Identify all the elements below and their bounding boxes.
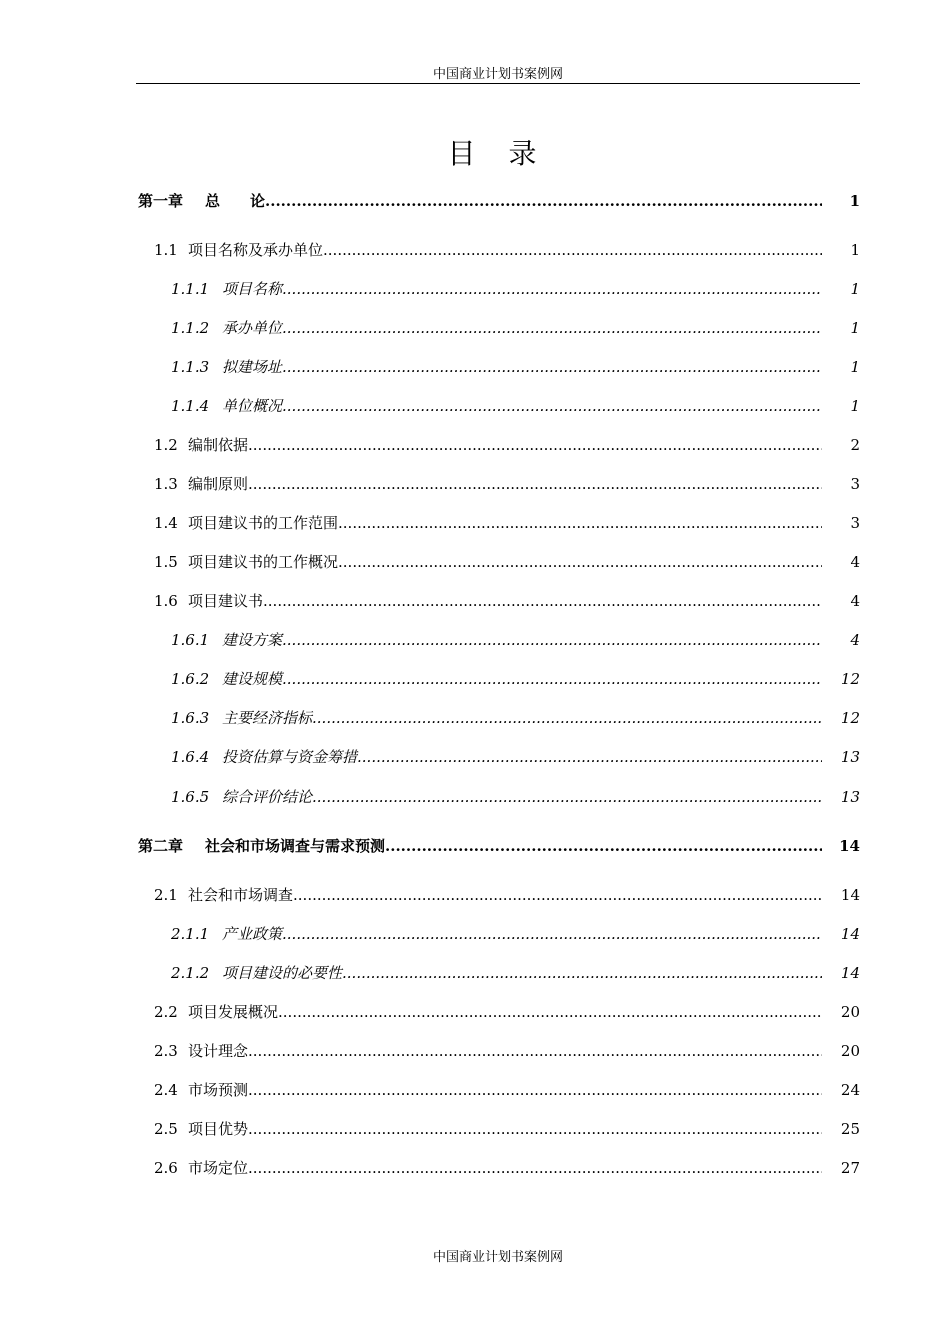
toc-page-number: 1 — [850, 397, 860, 415]
toc-page-number: 20 — [840, 1003, 860, 1021]
toc-leader-dots — [338, 551, 822, 573]
page-footer: 中国商业计划书案例网 — [432, 1250, 563, 1265]
toc-entry-title: 投资估算与资金筹措 — [222, 748, 358, 766]
toc-page-number: 25 — [840, 1120, 860, 1138]
toc-entry[interactable] — [138, 786, 860, 808]
toc-entry[interactable] — [138, 395, 860, 417]
toc-entry-number: 1.1 — [154, 241, 178, 259]
toc-entry-title: 单位概况 — [222, 397, 283, 415]
toc-page-number: 27 — [840, 1159, 860, 1177]
toc-entry[interactable] — [138, 473, 860, 495]
toc-entry[interactable] — [138, 434, 860, 456]
toc-entry-number: 1.1.1 — [171, 280, 210, 298]
toc-entry-title: 项目建议书 — [188, 592, 264, 610]
toc-entry-title: 综合评价结论 — [222, 788, 313, 806]
toc-leader-dots — [293, 884, 822, 906]
toc-entry-title: 设计理念 — [188, 1042, 249, 1060]
toc-leader-dots — [312, 786, 822, 808]
toc-leader-dots — [248, 1157, 822, 1179]
toc-entry-title: 项目建议书的工作范围 — [188, 514, 339, 532]
toc-leader-dots — [282, 923, 822, 945]
toc-entry[interactable] — [138, 1040, 860, 1062]
page-title: 目 录 — [447, 137, 549, 170]
toc-entry-number: 2.5 — [154, 1120, 178, 1138]
toc-entry-number: 2.2 — [154, 1003, 178, 1021]
toc-entry-title: 项目建议书的工作概况 — [188, 553, 339, 571]
toc-entry-number: 1.1.4 — [171, 397, 210, 415]
toc-entry-title: 市场定位 — [188, 1159, 249, 1177]
header-divider — [136, 83, 860, 84]
toc-entry-number: 第一章 — [138, 192, 184, 210]
page-header: 中国商业计划书案例网 — [432, 67, 563, 82]
toc-entry-number: 2.1 — [154, 886, 178, 904]
toc-page-number: 12 — [840, 709, 860, 727]
toc-entry-title: 项目建设的必要性 — [222, 964, 343, 982]
toc-chapter-entry[interactable] — [138, 835, 860, 857]
toc-page-number: 1 — [850, 241, 860, 259]
toc-entry[interactable] — [138, 512, 860, 534]
toc-page-number: 2 — [850, 436, 860, 454]
toc-entry-number: 1.6.1 — [171, 631, 210, 649]
toc-entry[interactable] — [138, 278, 860, 300]
toc-entry-title: 项目名称及承办单位 — [188, 241, 324, 259]
toc-entry-title: 承办单位 — [222, 319, 283, 337]
toc-entry-title: 项目发展概况 — [188, 1003, 279, 1021]
toc-entry-number: 1.3 — [154, 475, 178, 493]
toc-leader-dots — [248, 1040, 822, 1062]
toc-entry[interactable] — [138, 923, 860, 945]
toc-leader-dots — [278, 1001, 822, 1023]
toc-page-number: 20 — [840, 1042, 860, 1060]
toc-entry[interactable] — [138, 962, 860, 984]
toc-entry-number: 2.4 — [154, 1081, 178, 1099]
toc-entry-title: 编制依据 — [188, 436, 249, 454]
toc-entry-number: 2.3 — [154, 1042, 178, 1060]
toc-entry-number: 2.6 — [154, 1159, 178, 1177]
toc-leader-dots — [282, 668, 822, 690]
toc-leader-dots — [282, 629, 822, 651]
toc-leader-dots — [338, 512, 822, 534]
toc-leader-dots — [265, 190, 822, 212]
toc-leader-dots — [282, 278, 822, 300]
toc-entry-number: 1.5 — [154, 553, 178, 571]
toc-entry-title: 社会和市场调查与需求预测 — [205, 837, 386, 855]
toc-leader-dots — [263, 590, 822, 612]
toc-entry-title: 主要经济指标 — [222, 709, 313, 727]
toc-entry[interactable] — [138, 629, 860, 651]
toc-entry-number: 1.6.2 — [171, 670, 210, 688]
toc-leader-dots — [282, 356, 822, 378]
toc-entry-title: 项目优势 — [188, 1120, 249, 1138]
toc-entry[interactable] — [138, 1118, 860, 1140]
toc-page-number: 4 — [850, 592, 860, 610]
toc-entry[interactable] — [138, 1079, 860, 1101]
toc-entry-number: 2.1.1 — [171, 925, 210, 943]
toc-entry[interactable] — [138, 746, 860, 768]
toc-entry-number: 1.1.2 — [171, 319, 210, 337]
toc-entry[interactable] — [138, 239, 860, 261]
toc-page-number: 1 — [849, 192, 860, 210]
toc-entry[interactable] — [138, 356, 860, 378]
toc-entry-number: 1.1.3 — [171, 358, 210, 376]
toc-page-number: 1 — [850, 280, 860, 298]
toc-entry[interactable] — [138, 707, 860, 729]
toc-entry-number: 1.2 — [154, 436, 178, 454]
toc-leader-dots — [385, 835, 822, 857]
toc-leader-dots — [248, 434, 822, 456]
toc-entry-title: 建设规模 — [222, 670, 283, 688]
toc-entry-number: 1.6.4 — [171, 748, 210, 766]
toc-leader-dots — [357, 746, 822, 768]
toc-page-number: 4 — [850, 631, 860, 649]
toc-page-number: 24 — [840, 1081, 860, 1099]
toc-page-number: 13 — [840, 748, 860, 766]
toc-entry-number: 1.6.3 — [171, 709, 210, 727]
toc-entry[interactable] — [138, 590, 860, 612]
toc-page-number: 3 — [850, 514, 860, 532]
toc-chapter-entry[interactable] — [138, 190, 860, 212]
toc-entry[interactable] — [138, 1157, 860, 1179]
toc-leader-dots — [312, 707, 822, 729]
toc-entry-title: 建设方案 — [222, 631, 283, 649]
toc-page-number: 4 — [850, 553, 860, 571]
toc-page-number: 1 — [850, 358, 860, 376]
toc-leader-dots — [323, 239, 822, 261]
toc-entry-title: 社会和市场调查 — [188, 886, 294, 904]
toc-entry-title: 拟建场址 — [222, 358, 283, 376]
toc-page-number: 14 — [840, 886, 860, 904]
toc-entry-number: 第二章 — [138, 837, 184, 855]
toc-page-number: 1 — [850, 319, 860, 337]
toc-leader-dots — [248, 1079, 822, 1101]
toc-entry-title: 市场预测 — [188, 1081, 249, 1099]
toc-leader-dots — [248, 1118, 822, 1140]
toc-page-number: 13 — [840, 788, 860, 806]
toc-entry[interactable] — [138, 884, 860, 906]
toc-entry-number: 1.6 — [154, 592, 178, 610]
toc-entry-number: 2.1.2 — [171, 964, 210, 982]
toc-entry-title: 总 论 — [205, 192, 266, 210]
toc-leader-dots — [282, 395, 822, 417]
toc-entry-title: 项目名称 — [222, 280, 283, 298]
toc-page-number: 12 — [840, 670, 860, 688]
toc-page-number: 14 — [840, 925, 860, 943]
toc-entry-title: 编制原则 — [188, 475, 249, 493]
toc-entry-title: 产业政策 — [222, 925, 283, 943]
toc-entry[interactable] — [138, 668, 860, 690]
toc-entry[interactable] — [138, 317, 860, 339]
toc-leader-dots — [248, 473, 822, 495]
toc-entry-number: 1.4 — [154, 514, 178, 532]
toc-leader-dots — [342, 962, 822, 984]
toc-entry[interactable] — [138, 1001, 860, 1023]
toc-page-number: 14 — [839, 837, 860, 855]
toc-entry[interactable] — [138, 551, 860, 573]
toc-entry-number: 1.6.5 — [171, 788, 210, 806]
toc-page-number: 14 — [840, 964, 860, 982]
toc-page-number: 3 — [850, 475, 860, 493]
toc-leader-dots — [282, 317, 822, 339]
